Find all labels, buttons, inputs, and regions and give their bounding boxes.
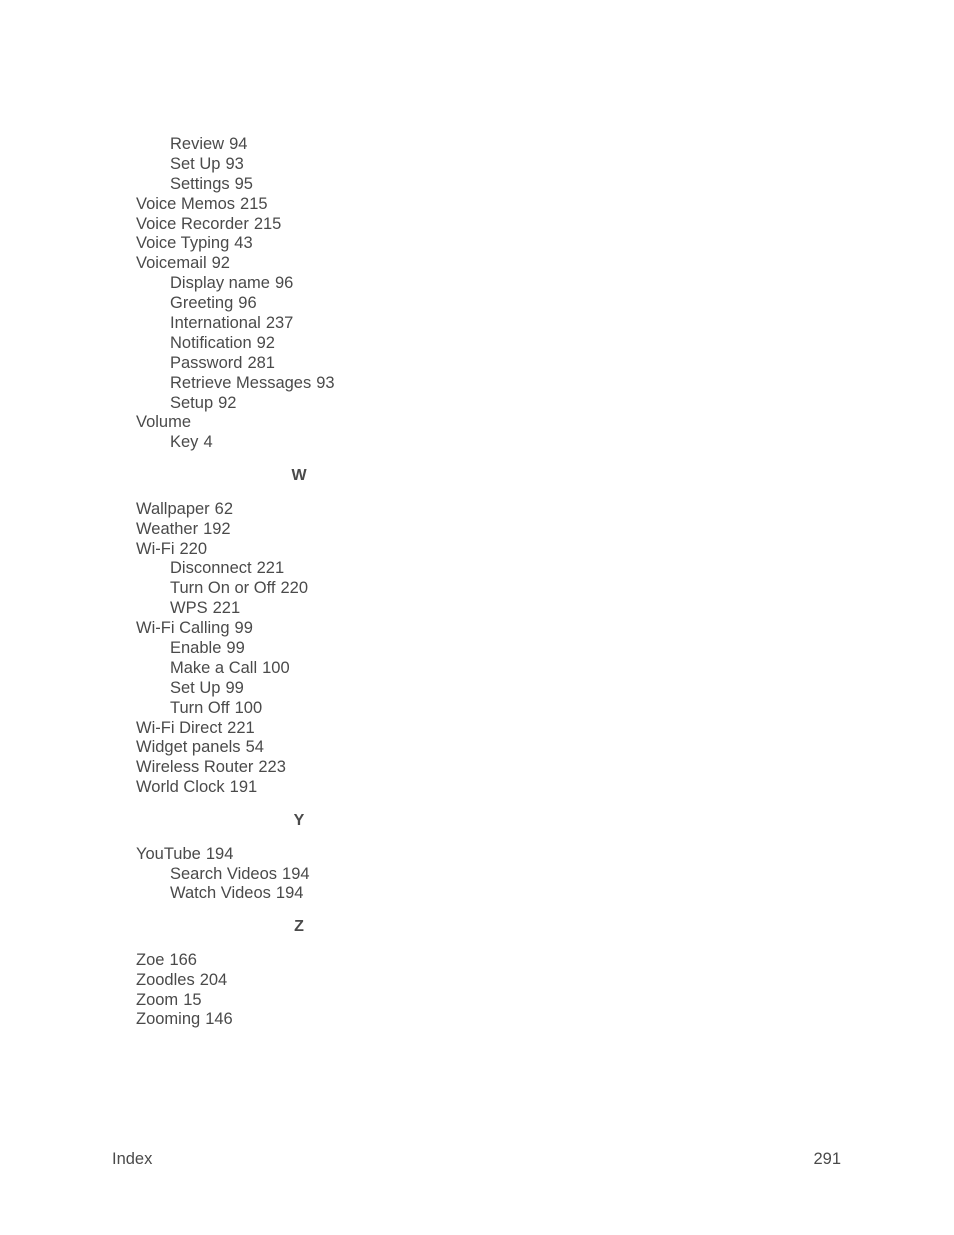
index-page-ref[interactable]: 237 [265, 314, 294, 333]
index-term: Disconnect [170, 559, 252, 578]
index-page-ref[interactable]: 92 [218, 393, 237, 412]
index-page-ref[interactable]: 221 [227, 718, 255, 737]
index-entry [136, 1010, 466, 1030]
index-page-ref[interactable]: 93 [316, 373, 335, 392]
index-term: Wi-Fi Direct [136, 718, 223, 737]
index-term: YouTube [136, 844, 201, 863]
index-entry [136, 234, 466, 254]
index-page-ref[interactable]: 93 [225, 154, 244, 173]
index-letter-heading: Z [294, 917, 304, 935]
index-entry [136, 413, 466, 433]
index-term: Password [170, 353, 243, 372]
index-subentry [136, 433, 466, 453]
index-page-ref[interactable]: 92 [256, 333, 275, 352]
index-term: Zoe [136, 950, 165, 969]
footer-page-number: 291 [813, 1150, 841, 1168]
index-subentry [136, 294, 466, 314]
index-page-ref[interactable]: 96 [274, 274, 294, 293]
index-page-ref[interactable]: 99 [226, 638, 245, 657]
index-term: WPS [170, 599, 208, 618]
index-term: Voice Recorder [136, 214, 249, 233]
index-page-ref[interactable]: 281 [247, 353, 275, 372]
index-term: Search Videos [170, 864, 278, 883]
index-term: Make a Call [170, 658, 258, 677]
index-page-ref[interactable]: 146 [205, 1010, 233, 1029]
index-page-ref[interactable]: 95 [234, 174, 253, 193]
index-term: Set Up [170, 154, 221, 173]
index-page-ref[interactable]: 96 [238, 294, 257, 313]
index-subentry [136, 579, 466, 599]
index-subentry [136, 354, 466, 374]
index-page-ref[interactable]: 215 [253, 214, 282, 233]
index-subentry [136, 679, 466, 699]
index-term: Widget panels [136, 738, 241, 757]
index-entry [136, 951, 466, 971]
index-term: Setup [170, 393, 214, 412]
index-term: Zoom [136, 990, 179, 1009]
index-column [136, 135, 466, 1030]
index-page-ref[interactable]: 62 [214, 499, 234, 518]
index-term: Retrieve Messages [170, 373, 312, 392]
index-page-ref[interactable]: 194 [205, 844, 234, 863]
index-subentry [136, 639, 466, 659]
index-subentry [136, 314, 466, 334]
index-term: Voice Memos [136, 194, 236, 213]
index-page-ref[interactable]: 191 [229, 778, 258, 797]
footer-section-name: Index [112, 1150, 153, 1168]
index-page-ref[interactable]: 221 [212, 599, 241, 618]
index-page-ref[interactable]: 215 [240, 194, 268, 213]
index-term: Turn On or Off [170, 579, 276, 598]
index-term: Wi-Fi Calling [136, 619, 230, 638]
index-page-ref[interactable]: 15 [183, 990, 202, 1009]
index-page-ref[interactable]: 99 [234, 619, 253, 638]
index-term: Settings [170, 174, 230, 193]
index-term: International [170, 314, 261, 333]
index-term: Display name [170, 274, 270, 293]
index-entry [136, 254, 466, 274]
index-page-ref[interactable]: 100 [234, 698, 263, 717]
index-subentry [136, 659, 466, 679]
index-term: Weather [136, 519, 199, 538]
index-entry [136, 520, 466, 540]
index-page-ref[interactable]: 223 [258, 758, 286, 777]
index-page-ref[interactable]: 94 [229, 135, 248, 153]
index-entry [136, 758, 466, 778]
index-subentry [136, 884, 466, 904]
index-page-ref[interactable]: 43 [234, 234, 253, 253]
index-term: Wireless Router [136, 758, 254, 777]
index-page-ref[interactable]: 92 [211, 254, 230, 273]
index-entry [136, 845, 466, 865]
index-page-ref[interactable]: 192 [203, 519, 231, 538]
index-page-ref[interactable]: 194 [282, 864, 310, 883]
index-subentry [136, 374, 466, 394]
index-page-ref[interactable]: 220 [179, 539, 208, 558]
index-entry [136, 719, 466, 739]
index-term: World Clock [136, 778, 225, 797]
index-letter-heading: Y [293, 811, 305, 829]
index-page-ref[interactable]: 166 [169, 950, 197, 969]
index-term: Voice Typing [136, 234, 230, 253]
index-term: Notification [170, 333, 252, 352]
index-term: Key [170, 433, 199, 452]
index-page-ref[interactable]: 220 [280, 579, 308, 598]
index-term: Turn Off [170, 698, 230, 717]
index-entry [136, 215, 466, 235]
index-term: Zoodles [136, 970, 195, 989]
index-term: Volume [136, 413, 192, 432]
index-entry [136, 971, 466, 991]
index-subentry [136, 559, 466, 579]
index-page-ref[interactable]: 194 [275, 884, 304, 903]
index-subentry [136, 865, 466, 885]
index-page-ref[interactable]: 100 [262, 658, 290, 677]
index-subentry [136, 699, 466, 719]
index-term: Greeting [170, 294, 234, 313]
index-subentry [136, 135, 466, 155]
index-subentry [136, 155, 466, 175]
index-term: Enable [170, 638, 222, 657]
index-entry [136, 991, 466, 1011]
index-page-ref[interactable]: 204 [199, 970, 228, 989]
index-term: Set Up [170, 678, 221, 697]
index-subentry [136, 599, 466, 619]
index-term: Wallpaper [136, 499, 210, 518]
index-entry [136, 500, 466, 520]
index-page-ref[interactable]: 99 [225, 678, 244, 697]
index-subentry [136, 274, 466, 294]
index-term: Watch Videos [170, 884, 271, 903]
index-letter-heading: W [291, 466, 307, 484]
index-entry [136, 619, 466, 639]
index-subentry [136, 334, 466, 354]
index-term: Zooming [136, 1010, 201, 1029]
index-page-ref[interactable]: 54 [245, 738, 264, 757]
index-entry [136, 778, 466, 798]
index-subentry [136, 394, 466, 414]
index-entry [136, 738, 466, 758]
index-entry [136, 195, 466, 215]
index-page-ref[interactable]: 221 [256, 559, 285, 578]
index-page-ref[interactable]: 4 [203, 433, 213, 452]
index-term: Review [170, 135, 225, 153]
index-term: Wi-Fi [136, 539, 175, 558]
index-term: Voicemail [136, 254, 207, 273]
index-subentry [136, 175, 466, 195]
index-entry [136, 540, 466, 560]
